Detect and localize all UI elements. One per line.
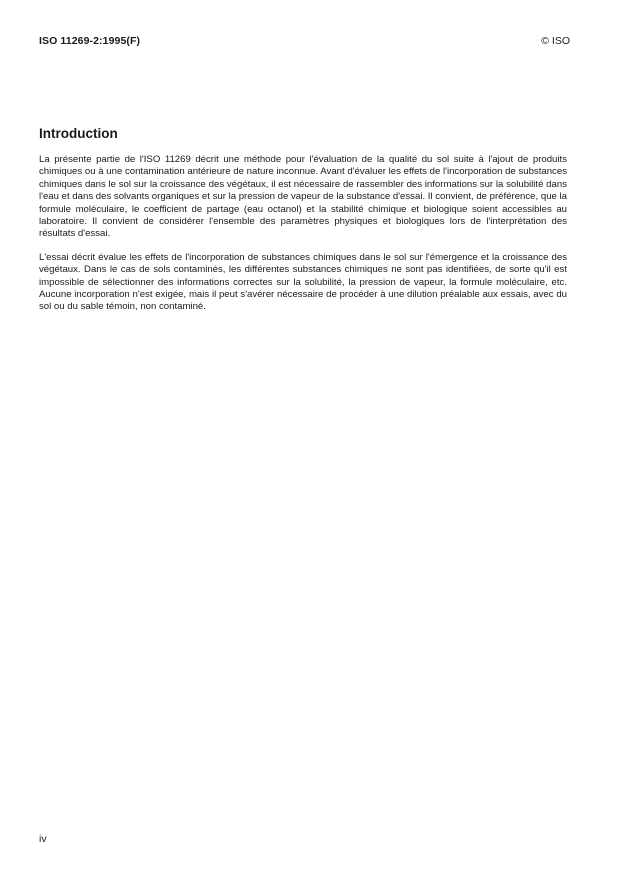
paragraph: L'essai décrit évalue les effets de l'incorporation de substances chimiques dans le sol sur l'émergence et la croissance des végétaux. Dans le cas de sols contaminés, les différentes substances chimiques ne sont pas identifiées, de sorte qu'il est impossible de sélectionner des informations correctes sur la solubilité, la pression de vapeur, la formule moléculaire, etc. Aucune incorporation n'est exigée, mais il peut s'avérer nécessaire de procéder à une dilution préalable aux essais, avec du sol ou du sable témoin, non contaminé. bbox=[39, 251, 567, 313]
paragraph: La présente partie de l'ISO 11269 décrit une méthode pour l'évaluation de la qualité du sol suite à l'ajout de produits chimiques ou à une contamination antérieure de nature inconnue. Avant d'évaluer les effets de l'incorporation de substances chimiques dans le sol sur la croissance des végétaux, il est nécessaire de rassembler des informations sur la solubilité dans l'eau et dans des solvants organiques et sur la pression de vapeur de la substance d'essai. Il convient, de préférence, que la formule moléculaire, le coefficient de partage (eau octanol) et la stabilité chimique et biologique soient accessibles au laboratoire. Il convient de considérer l'ensemble des paramètres physiques et biologiques lors de l'interprétation des résultats d'essai. bbox=[39, 154, 567, 240]
section-title: Introduction bbox=[39, 126, 118, 141]
section-body bbox=[39, 154, 567, 325]
copyright-notice: © ISO bbox=[541, 35, 570, 47]
page-number: iv bbox=[39, 833, 47, 845]
standard-reference: ISO 11269-2:1995(F) bbox=[39, 35, 141, 47]
